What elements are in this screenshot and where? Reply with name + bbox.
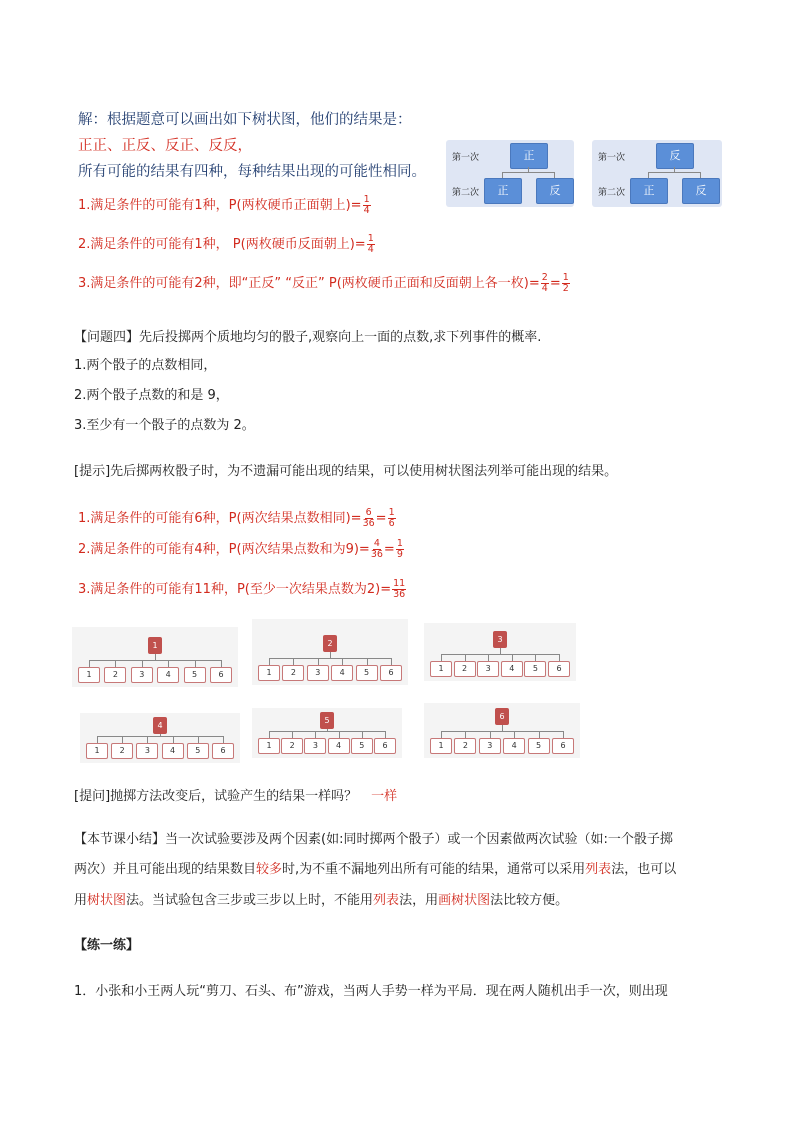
dice-tree-leaf: 5 (187, 743, 209, 759)
dice-tree-leaf: 4 (503, 738, 525, 754)
dice-tree-leaf: 4 (162, 743, 184, 759)
dice-tree-leaf: 4 (331, 665, 353, 681)
problem4-q1: 1.两个骰子的点数相同， (74, 358, 217, 373)
dice-tree-5 (252, 708, 402, 758)
dice-tree-leaf: 2 (281, 738, 303, 754)
fraction: $\frac{6}{36}$ (362, 507, 375, 529)
dice-tree-leaf: 3 (136, 743, 158, 759)
tree-leaf: 正 (484, 178, 522, 204)
question: [提问]抛掷方法改变后，试验产生的结果一样吗？ 一样 (74, 789, 398, 804)
solution-outcomes: 正正、正反、反正、反反， (78, 138, 252, 154)
dice-tree-3 (424, 623, 576, 681)
dice-tree-leaf: 1 (258, 738, 280, 754)
dice-tree-leaf: 4 (157, 667, 179, 683)
dice-tree-leaf: 6 (374, 738, 396, 754)
summary-line-3: 用树状图法。当试验包含三步或三步以上时，不能用列表法，用画树状图法比较方便。 (74, 893, 569, 908)
dice-tree-1 (72, 627, 238, 687)
solution-equal: 所有可能的结果有四种，每种结果出现的可能性相同。 (78, 164, 426, 180)
fraction: $\frac{2}{4}$ (541, 272, 548, 294)
problem4-q3: 3.至少有一个骰子的点数为 2。 (74, 418, 255, 433)
dice-tree-root: 5 (320, 712, 334, 729)
fraction: $\frac{1}{9}$ (396, 538, 403, 560)
dice-answer-3: 3.满足条件的可能有11种，P(至少一次结果点数为2)= $\frac{11}{36}$ (78, 578, 406, 600)
tree-leaf: 反 (682, 178, 720, 204)
row-label-second: 第二次 (598, 188, 626, 198)
dice-tree-leaf: 5 (524, 661, 546, 677)
summary-line-1: 【本节课小结】当一次试验要涉及两个因素(如:同时掷两个骰子）或一个因素做两次试验（如:一个骰子掷 (74, 832, 673, 847)
dice-tree-leaf: 2 (454, 661, 476, 677)
question-answer: 一样 (371, 789, 398, 804)
fraction: $\frac{4}{36}$ (370, 538, 383, 560)
dice-tree-leaf: 5 (351, 738, 373, 754)
coin-tree-2 (592, 140, 722, 207)
fraction: $\frac{1}{2}$ (562, 272, 569, 294)
dice-tree-leaf: 2 (454, 738, 476, 754)
dice-tree-leaf: 2 (104, 667, 126, 683)
dice-tree-root: 1 (148, 637, 162, 654)
fraction: $\frac{1}{6}$ (388, 507, 395, 529)
problem4-hint: [提示]先后掷两枚骰子时，为不遗漏可能出现的结果，可以使用树状图法列举可能出现的结果。 (74, 464, 618, 479)
row-label-second: 第二次 (452, 188, 480, 198)
tree-root: 正 (510, 143, 548, 169)
problem4-title: 【问题四】先后投掷两个质地均匀的骰子,观察向上一面的点数,求下列事件的概率. (74, 330, 542, 345)
dice-tree-leaf: 6 (210, 667, 232, 683)
dice-tree-leaf: 4 (328, 738, 350, 754)
dice-tree-leaf: 6 (548, 661, 570, 677)
dice-tree-leaf: 1 (258, 665, 280, 681)
dice-tree-root: 6 (495, 708, 509, 725)
coin-case-1: 1.满足条件的可能有1种，P(两枚硬币正面朝上)= $\frac{1}{4}$ (78, 194, 370, 216)
dice-tree-2 (252, 619, 408, 685)
practice-q1: 1．小张和小王两人玩“剪刀、石头、布”游戏，当两人手势一样为平局．现在两人随机出手一次，则出现 (74, 984, 668, 999)
dice-answer-1: 1.满足条件的可能有6种，P(两次结果点数相同)= $\frac{6}{36}$ = $\frac{1}{6}$ (78, 507, 395, 529)
dice-tree-leaf: 1 (78, 667, 100, 683)
dice-tree-leaf: 5 (528, 738, 550, 754)
dice-tree-leaf: 3 (304, 738, 326, 754)
dice-tree-root: 3 (493, 631, 507, 648)
coin-tree-1 (446, 140, 574, 207)
dice-tree-leaf: 3 (307, 665, 329, 681)
row-label-first: 第一次 (598, 153, 626, 163)
dice-tree-leaf: 1 (86, 743, 108, 759)
dice-tree-root: 2 (323, 635, 337, 652)
dice-tree-leaf: 1 (430, 661, 452, 677)
fraction: $\frac{1}{4}$ (363, 194, 370, 216)
dice-tree-leaf: 5 (184, 667, 206, 683)
fraction: $\frac{11}{36}$ (393, 578, 406, 600)
practice-title: 【练一练】 (74, 938, 140, 953)
dice-tree-leaf: 3 (131, 667, 153, 683)
dice-tree-4 (80, 713, 240, 763)
fraction: $\frac{1}{4}$ (367, 233, 374, 255)
dice-tree-6 (424, 703, 580, 758)
dice-tree-root: 4 (153, 717, 167, 734)
dice-answer-2: 2.满足条件的可能有4种，P(两次结果点数和为9)= $\frac{4}{36}$ = $\frac{1}{9}$ (78, 538, 403, 560)
dice-tree-leaf: 3 (477, 661, 499, 677)
tree-leaf: 正 (630, 178, 668, 204)
dice-tree-leaf: 4 (501, 661, 523, 677)
summary-line-2: 两次）并且可能出现的结果数目较多时,为不重不漏地列出所有可能的结果，通常可以采用列表法，也可以 (74, 862, 677, 877)
dice-tree-leaf: 2 (111, 743, 133, 759)
coin-case-2: 2.满足条件的可能有1种， P(两枚硬币反面朝上)= $\frac{1}{4}$ (78, 233, 374, 255)
dice-tree-leaf: 1 (430, 738, 452, 754)
solution-intro: 解：根据题意可以画出如下树状图，他们的结果是： (78, 112, 412, 128)
dice-tree-leaf: 6 (212, 743, 234, 759)
dice-tree-leaf: 3 (479, 738, 501, 754)
coin-case-3: 3.满足条件的可能有2种，即“正反” “反正” P(两枚硬币正面和反面朝上各一枚)= $\frac{2}{4}$ = $\frac{1}{2}$ (78, 272, 569, 294)
tree-leaf: 反 (536, 178, 574, 204)
dice-tree-leaf: 5 (356, 665, 378, 681)
problem4-q2: 2.两个骰子点数的和是 9， (74, 388, 229, 403)
dice-tree-leaf: 6 (380, 665, 402, 681)
dice-tree-leaf: 6 (552, 738, 574, 754)
tree-root: 反 (656, 143, 694, 169)
row-label-first: 第一次 (452, 153, 480, 163)
dice-tree-leaf: 2 (282, 665, 304, 681)
